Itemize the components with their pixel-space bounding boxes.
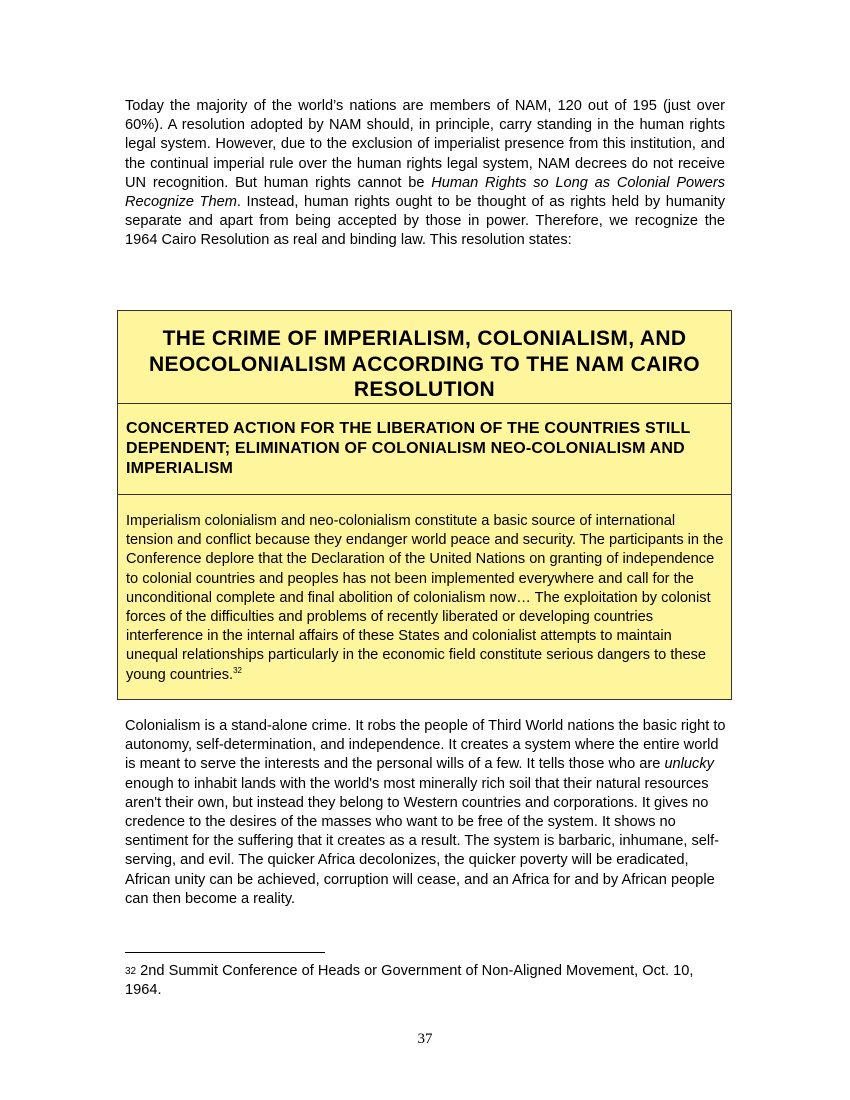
footnote — [125, 962, 725, 1000]
intro-italic-phrase: Human Rights so Long as Colonial Powers Recognize Them — [125, 174, 725, 211]
para2-text-part-2: enough to inhabit lands with the world's most minerally rich soil that their natural resources aren't their own, but instead they belong to Western countries and corporations. It gives no credence to the desires of the masses who want to be free of the system. It shows no sentiment for the suffering that it creates as a result. The system is barbaric, inhumane, self-serving, and evil. The quicker Africa decolonizes, the quicker poverty will be eradicated, African unity can be achieved, corruption will cease, and an Africa for and by African people can then become a reality. — [125, 775, 720, 907]
callout-title: THE CRIME OF IMPERIALISM, COLONIALISM, AND NEOCOLONIALISM ACCORDING TO THE NAM CAIRO RESOLUTION — [148, 327, 700, 401]
intro-text-part-1: Today the majority of the world’s nations are members of NAM, 120 out of 195 (just over 60%). A resolution adopted by NAM should, in principle, carry standing in the human rights legal system. However, due to the exclusion of imperialist presence from this institution, and the continual imperial rule over the human rights legal system, NAM decrees do not receive UN recognition. But human rights cannot be — [125, 98, 725, 191]
para2-text-part-1: Colonialism is a stand-alone crime. It robs the people of Third World nations the basic right to autonomy, self-determination, and independence. It creates a system where the entire world is meant to serve the interests and the personal wills of a few. It tells those who are — [125, 718, 726, 773]
callout-body-section — [118, 495, 731, 685]
callout-subtitle: CONCERTED ACTION FOR THE LIBERATION OF THE COUNTRIES STILL DEPENDENT; ELIMINATION OF COLONIALISM NEO-COLONIALISM AND IMPERIALISM — [126, 420, 691, 477]
para2-italic-word: unlucky — [664, 756, 714, 773]
colonialism-paragraph — [125, 717, 730, 909]
intro-text-part-2: . Instead, human rights ought to be thought of as rights held by humanity separate and apart from being accepted by those in power. Therefore, we recognize the 1964 Cairo Resolution as real and binding law. This resolution states: — [125, 194, 725, 249]
intro-paragraph — [125, 97, 725, 251]
callout-title-section — [118, 311, 731, 404]
footnote-reference[interactable]: 32 — [233, 665, 242, 675]
footnote-text: 2nd Summit Conference of Heads or Government of Non-Aligned Movement, Oct. 10, 1964. — [125, 963, 694, 999]
footnote-number: 32 — [125, 966, 137, 977]
page-number: 37 — [417, 1031, 433, 1047]
callout-body-paragraph — [126, 512, 725, 685]
callout-body-text: Imperialism colonialism and neo-colonialism constitute a basic source of international tension and conflict because they endanger world peace and security. The participants in the Conference deplore that the Declaration of the United Nations on granting of independence to colonial countries and peoples has not been implemented everywhere and call for the unconditional complete and final abolition of colonialism now… The exploitation by colonist forces of the difficulties and problems of recently liberated or developing countries interference in the internal affairs of these States and colonialist attempts to maintain unequal relationships particularly in the economic field constitute serious dangers to these young countries. — [126, 513, 724, 683]
footnote-divider — [125, 952, 325, 953]
callout-subtitle-section — [118, 404, 731, 495]
resolution-callout-box — [117, 310, 732, 700]
